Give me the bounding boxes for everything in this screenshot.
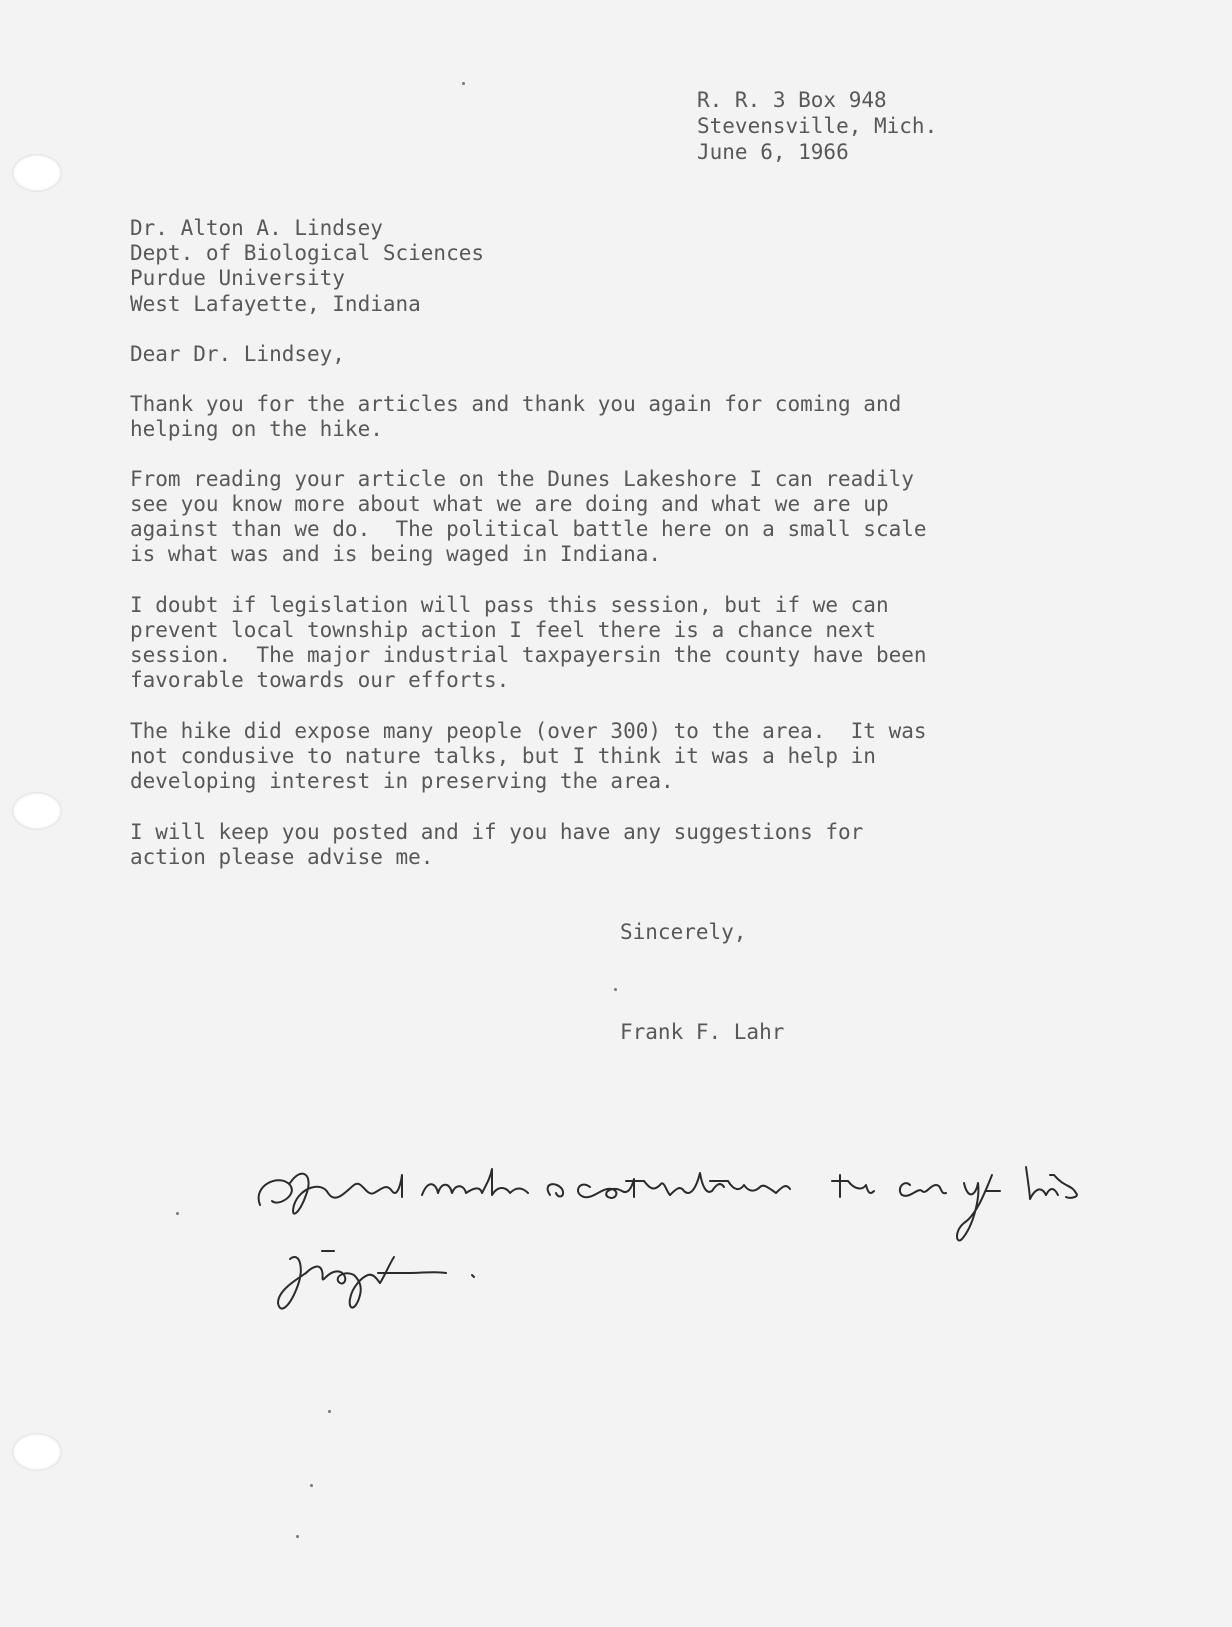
- closing: Sincerely,: [620, 920, 747, 944]
- paragraph-line: The hike did expose many people (over 300) to the area. It was: [130, 719, 927, 743]
- sender-address-line: Stevensville, Mich.: [697, 114, 938, 138]
- paragraph-line: against than we do. The political battle here on a small scale: [130, 517, 927, 541]
- punch-hole-bottom: [12, 1433, 62, 1471]
- paragraph-line: session. The major industrial taxpayersin the county have been: [130, 643, 927, 667]
- signature-name: Frank F. Lahr: [620, 1020, 785, 1044]
- letter-date: June 6, 1966: [697, 140, 849, 164]
- paper-speck: [310, 1484, 313, 1487]
- paragraph-line: prevent local township action I feel there is a chance next: [130, 618, 876, 642]
- paragraph-line: helping on the hike.: [130, 417, 383, 441]
- paper-speck: [328, 1410, 331, 1413]
- paper-speck: [614, 988, 617, 991]
- paragraph-line: developing interest in preserving the area.: [130, 769, 674, 793]
- paper-speck: [462, 82, 465, 85]
- handwritten-note: [250, 1135, 1110, 1325]
- paragraph-line: action please advise me.: [130, 845, 434, 869]
- paragraph-line: favorable towards our efforts.: [130, 668, 510, 692]
- punch-hole-top: [12, 154, 62, 192]
- salutation: Dear Dr. Lindsey,: [130, 342, 345, 366]
- punch-hole-middle: [12, 792, 62, 830]
- paragraph-line: is what was and is being waged in Indiana.: [130, 542, 662, 566]
- recipient-address-line: Purdue University: [130, 266, 345, 290]
- paragraph-line: I doubt if legislation will pass this session, but if we can: [130, 593, 889, 617]
- paragraph-line: I will keep you posted and if you have any suggestions for: [130, 820, 864, 844]
- paper-speck: [296, 1535, 299, 1538]
- recipient-address-line: Dr. Alton A. Lindsey: [130, 216, 383, 240]
- recipient-address-line: West Lafayette, Indiana: [130, 292, 421, 316]
- recipient-address-line: Dept. of Biological Sciences: [130, 241, 485, 265]
- sender-address-line: R. R. 3 Box 948: [697, 88, 887, 112]
- paper-speck: [176, 1212, 179, 1215]
- paragraph-line: Thank you for the articles and thank you again for coming and: [130, 392, 902, 416]
- paragraph-line: From reading your article on the Dunes Lakeshore I can readily: [130, 467, 914, 491]
- paragraph-line: see you know more about what we are doing and what we are up: [130, 492, 889, 516]
- paragraph-line: not condusive to nature talks, but I think it was a help in: [130, 744, 876, 768]
